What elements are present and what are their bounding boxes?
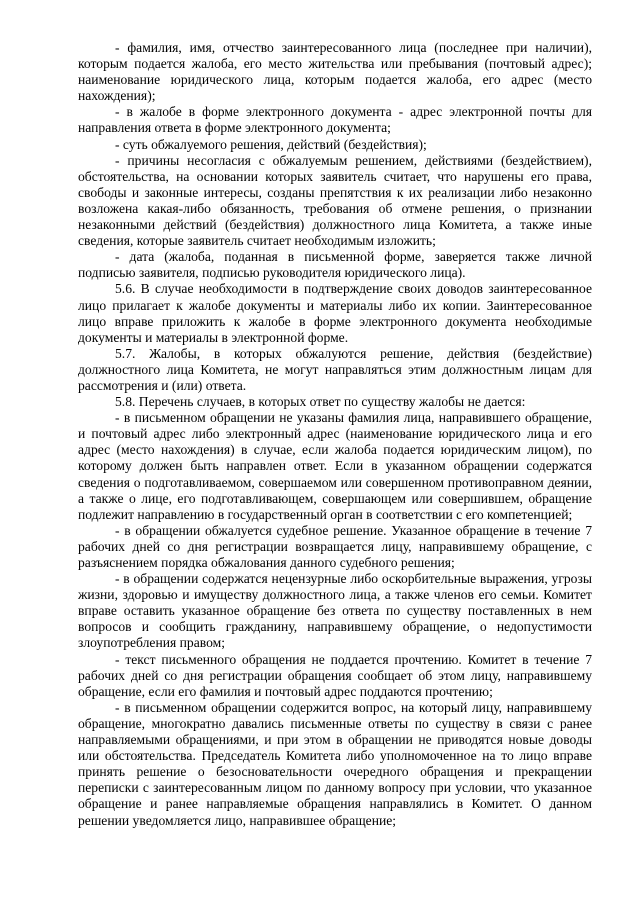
paragraph-unreadable: - текст письменного обращения не поддается прочтению. Комитет в течение 7 рабочих дней со дня регистрации обращения сообщает об этом лицу, направившему обращение, если его фамилия и почтовый адрес поддаются прочтению; (78, 651, 592, 699)
paragraph-email-address: - в жалобе в форме электронного документа - адрес электронной почты для направления ответа в форме электронного документа; (78, 104, 592, 136)
paragraph-date: - дата (жалоба, поданная в письменной форме, заверяется также личной подписью заявителя, подписью руководителя юридического лица). (78, 249, 592, 281)
paragraph-applicant-name: - фамилия, имя, отчество заинтересованного лица (последнее при наличии), которым подается жалоба, его место жительства или пребывания (почтовый адрес); наименование юридического лица, которым подается жалоба, его адрес (место нахождения); (78, 40, 592, 104)
paragraph-5-7: 5.7. Жалобы, в которых обжалуются решение, действия (бездействие) должностного лица Комитета, не могут направляться этим должностным лицам для рассмотрения и (или) ответа. (78, 345, 592, 393)
paragraph-essence: - суть обжалуемого решения, действий (бездействия); (115, 136, 427, 152)
paragraph-court-decision: - в обращении обжалуется судебное решение. Указанное обращение в течение 7 рабочих дней со дня регистрации возвращается лицу, направившему обращение, с разъяснением порядка обжалования данного судебного решения; (78, 522, 592, 570)
paragraph-reasons: - причины несогласия с обжалуемым решением, действиями (бездействием), обстоятельства, на основании которых заявитель считает, что нарушены его права, свободы и законные интересы, созданы препятствия к их реализации либо незаконно возложена какая-либо обязанность, требования об отмене решения, о признании незаконными действий (бездействия) должностного лица Комитета, а также иные сведения, которые заявитель считает необходимым изложить; (78, 152, 592, 249)
paragraph-no-name: - в письменном обращении не указаны фамилия лица, направившего обращение, и почтовый адрес либо электронный адрес (наименование юридического лица и его адрес (место нахождения) в случае, если жалоба подается юридическим лицом), по которому должен быть направлен ответ. Если в указанном обращении содержатся сведения о подготавливаемом, совершаемом или совершенном противоправном деянии, а также о лице, его подготавливающем, совершающем или совершившем, обращение подлежит направлению в государственный орган в соответствии с его компетенцией; (78, 410, 592, 522)
paragraph-repeated: - в письменном обращении содержится вопрос, на который лицу, направившему обращение, многократно давались письменные ответы по существу в связи с ранее направляемыми обращениями, и при этом в обращении не приводятся новые доводы или обстоятельства. Председатель Комитета либо уполномоченное на то лицо вправе принять решение о безосновательности очередного обращения и прекращении переписки с заинтересованным лицом по данному вопросу при условии, что указанное обращение и ранее направляемые обращения направлялись в Комитет. О данном решении уведомляется лицо, направившее обращение; (78, 699, 592, 828)
paragraph-offensive: - в обращении содержатся нецензурные либо оскорбительные выражения, угрозы жизни, здоровью и имуществу должностного лица, а также членов его семьи. Комитет вправе оставить указанное обращение без ответа по существу поставленных в нем вопросов и сообщить гражданину, направившему обращение, о недопустимости злоупотребления правом; (78, 571, 592, 651)
paragraph-5-6: 5.6. В случае необходимости в подтверждение своих доводов заинтересованное лицо прилагает к жалобе документы и материалы либо их копии. Заинтересованное лицо вправе приложить к жалобе в форме электронного документа необходимые документы и материалы в электронной форме. (78, 281, 592, 345)
paragraph-5-8: 5.8. Перечень случаев, в которых ответ по существу жалобы не дается: (115, 394, 526, 410)
